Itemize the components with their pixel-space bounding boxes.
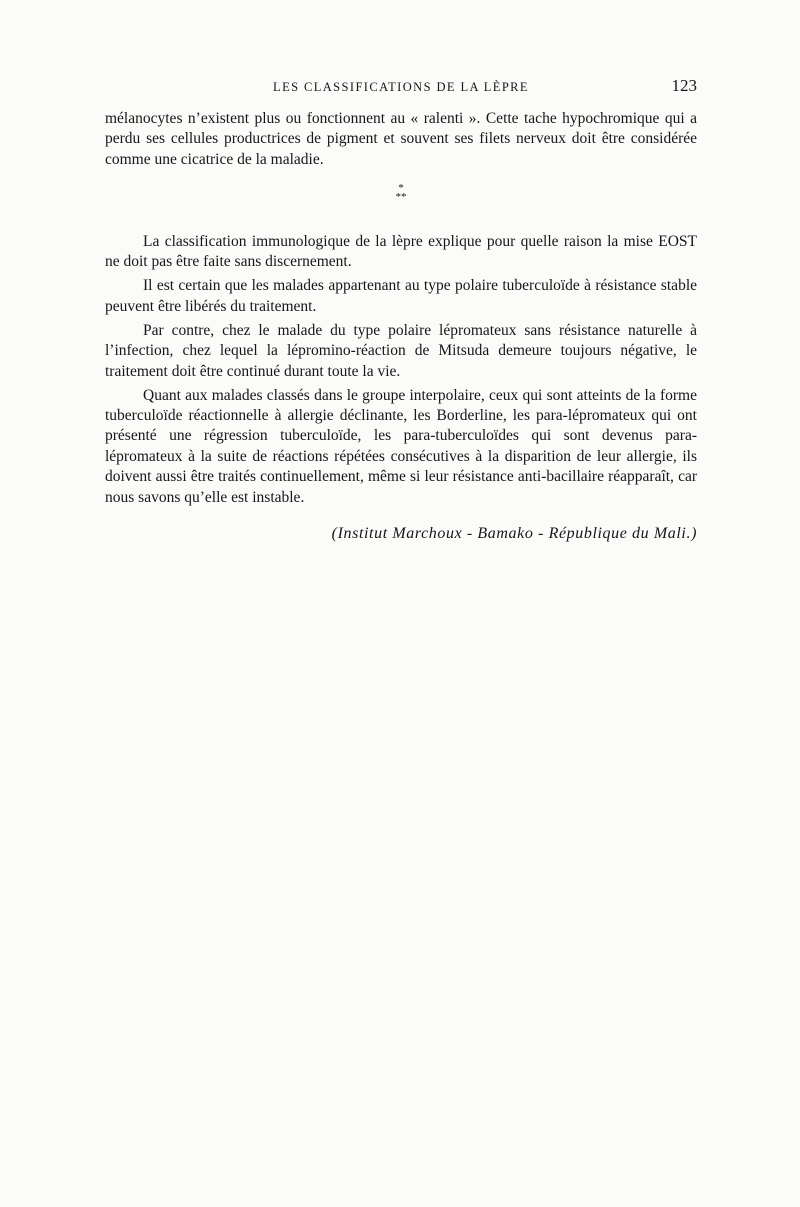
paragraph: Par contre, chez le malade du type polaire lépromateux sans résistance naturelle à l’infection, chez lequel la lépromino-réaction de Mitsuda demeure toujours négative, le traitement doit être continué durant toute la vie.: [105, 321, 697, 380]
paragraph-continuation: mélanocytes n’existent plus ou fonctionnent au « ralenti ». Cette tache hypochromique qui a perdu ses cellules productrices de pigment et souvent ses filets nerveux doit être considérée comme une cicatrice de la maladie.: [105, 110, 697, 168]
running-title: LES CLASSIFICATIONS DE LA LÈPRE: [273, 80, 529, 94]
paragraph: Il est certain que les malades appartenant au type polaire tuberculoïde à résistance stable peuvent être libérés du traitement.: [105, 277, 697, 315]
page-number: 123: [671, 76, 697, 95]
asterism-bottom: **: [395, 191, 407, 203]
asterism-top: *: [398, 182, 404, 194]
paragraph: La classification immunologique de la lèpre explique pour quelle raison la mise EOST ne doit pas être faite sans discernement.: [105, 233, 697, 271]
author-affiliation: (Institut Marchoux - Bamako - République du Mali.): [331, 525, 697, 542]
continued-paragraph: [105, 109, 697, 170]
paragraph: Quant aux malades classés dans le groupe interpolaire, ceux qui sont atteints de la forme tuberculoïde réactionnelle à allergie déclinante, les Borderline, les para-lépromateux qui ont présenté une régression tuberculoïde, les para-tuberculoïdes qui sont devenus para-lépromateux à la suite de réactions répétées consécutives à la disparition de leur allergie, ils doivent aussi être traités continuellement, même si leur résistance anti-bacillaire réapparaît, car nous savons qu’elle est instable.: [105, 386, 697, 506]
running-header: [105, 77, 697, 97]
asterism-separator: [105, 184, 697, 202]
main-text: [105, 232, 697, 512]
